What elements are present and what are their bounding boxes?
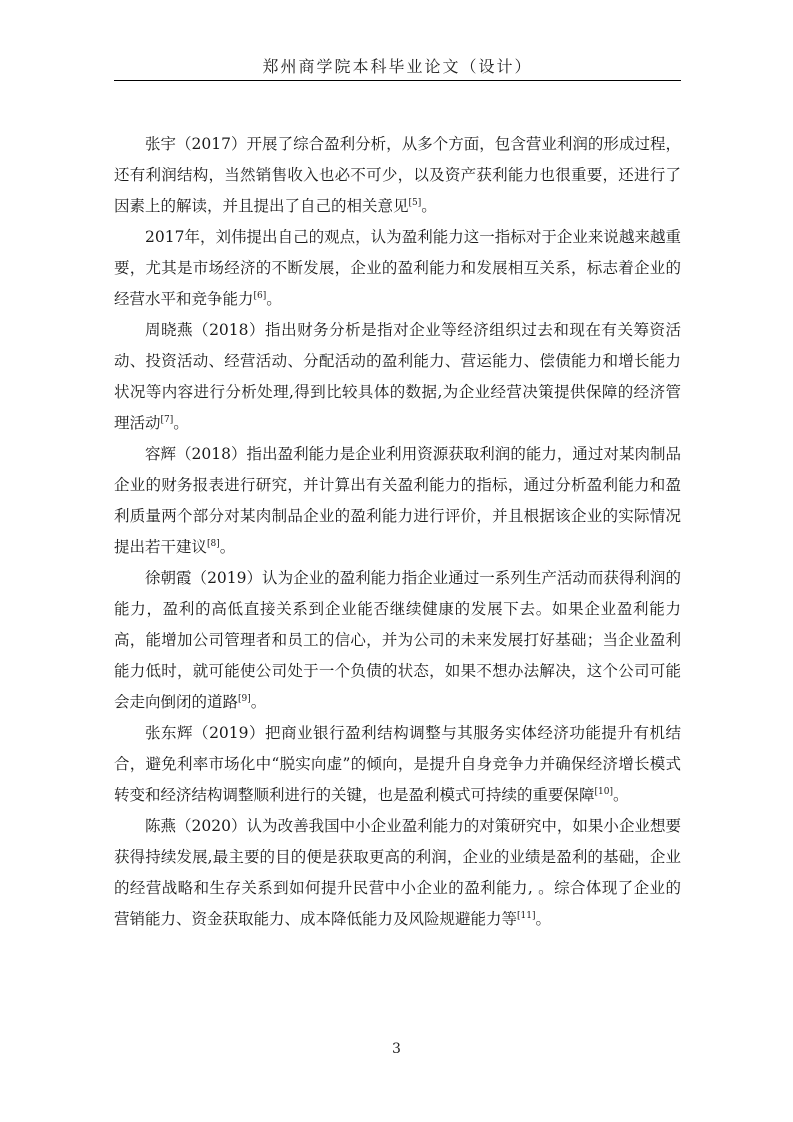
citation: [11] [517, 910, 536, 921]
paragraph-end: 。 [613, 786, 629, 804]
paragraph [114, 222, 681, 315]
paragraph-end: 。 [219, 538, 236, 556]
citation: [5] [408, 197, 422, 208]
paragraph [114, 315, 681, 439]
citation: [10] [594, 786, 613, 797]
paragraph-end: 。 [250, 693, 267, 711]
body-text [114, 129, 681, 935]
citation: [6] [253, 290, 267, 301]
citation: [7] [160, 414, 174, 425]
paragraph-end: 。 [173, 414, 189, 432]
running-header: 郑州商学院本科毕业论文（设计） [262, 57, 533, 76]
header-divider [114, 80, 681, 81]
paragraph-text: 张东辉（2019）把商业银行盈利结构调整与其服务实体经济功能提升有机结合，避免利率市场化中“脱实向虚”的倾向，是提升自身竞争力并确保经济增长模式转变和经济结构调整顺利进行的关键，也是盈利模式可持续的重要保障 [114, 724, 681, 804]
paragraph [114, 718, 681, 811]
paragraph-text: 容辉（2018）指出盈利能力是企业利用资源获取利润的能力，通过对某肉制品企业的财务报表进行研究，并计算出有关盈利能力的指标，通过分析盈利能力和盈利质量两个部分对某肉制品企业的盈利能力进行评价，并且根据该企业的实际情况提出若干建议 [114, 445, 681, 556]
paragraph-text: 徐朝霞（2019）认为企业的盈利能力指企业通过一系列生产活动而获得利润的能力，盈利的高低直接关系到企业能否继续健康的发展下去。如果企业盈利能力高，能增加公司管理者和员工的信心，并为公司的未来发展打好基础；当企业盈利能力低时，就可能使公司处于一个负债的状态，如果不想办法解决，这个公司可能会走向倒闭的道路 [114, 569, 681, 711]
paragraph-end: 。 [535, 910, 552, 928]
paragraph-text: 张宇（2017）开展了综合盈利分析，从多个方面，包含营业利润的形成过程，还有利润结构，当然销售收入也必不可少，以及资产获利能力也很重要，还进行了因素上的解读，并且提出了自己的相关意见 [114, 135, 681, 215]
paragraph [114, 439, 681, 563]
paragraph-text: 周晓燕（2018）指出财务分析是指对企业等经济组织过去和现在有关筹资活动、投资活动、经营活动、分配活动的盈利能力、营运能力、偿债能力和增长能力状况等内容进行分析处理,得到比较具体的数据,为企业经营决策提供保障的经济管理活动 [114, 321, 681, 432]
paragraph [114, 811, 681, 935]
citation: [8] [207, 538, 220, 549]
paragraph-end: 。 [266, 290, 282, 308]
paragraph-text: 2017年，刘伟提出自己的观点，认为盈利能力这一指标对于企业来说越来越重要，尤其是市场经济的不断发展，企业的盈利能力和发展相互关系，标志着企业的经营水平和竞争能力 [114, 228, 681, 308]
paragraph-end: 。 [421, 197, 437, 215]
citation: [9] [238, 693, 251, 704]
paragraph [114, 563, 681, 718]
paragraph [114, 129, 681, 222]
paragraph-text: 陈燕（2020）认为改善我国中小企业盈利能力的对策研究中，如果小企业想要获得持续发展,最主要的目的便是获取更高的利润，企业的业绩是盈利的基础，企业的经营战略和生存关系到如何提升民营中小企业的盈利能力, 。综合体现了企业的营销能力、资金获取能力、成本降低能力及风险规避能力等 [114, 817, 681, 928]
page-number: 3 [392, 1041, 401, 1057]
